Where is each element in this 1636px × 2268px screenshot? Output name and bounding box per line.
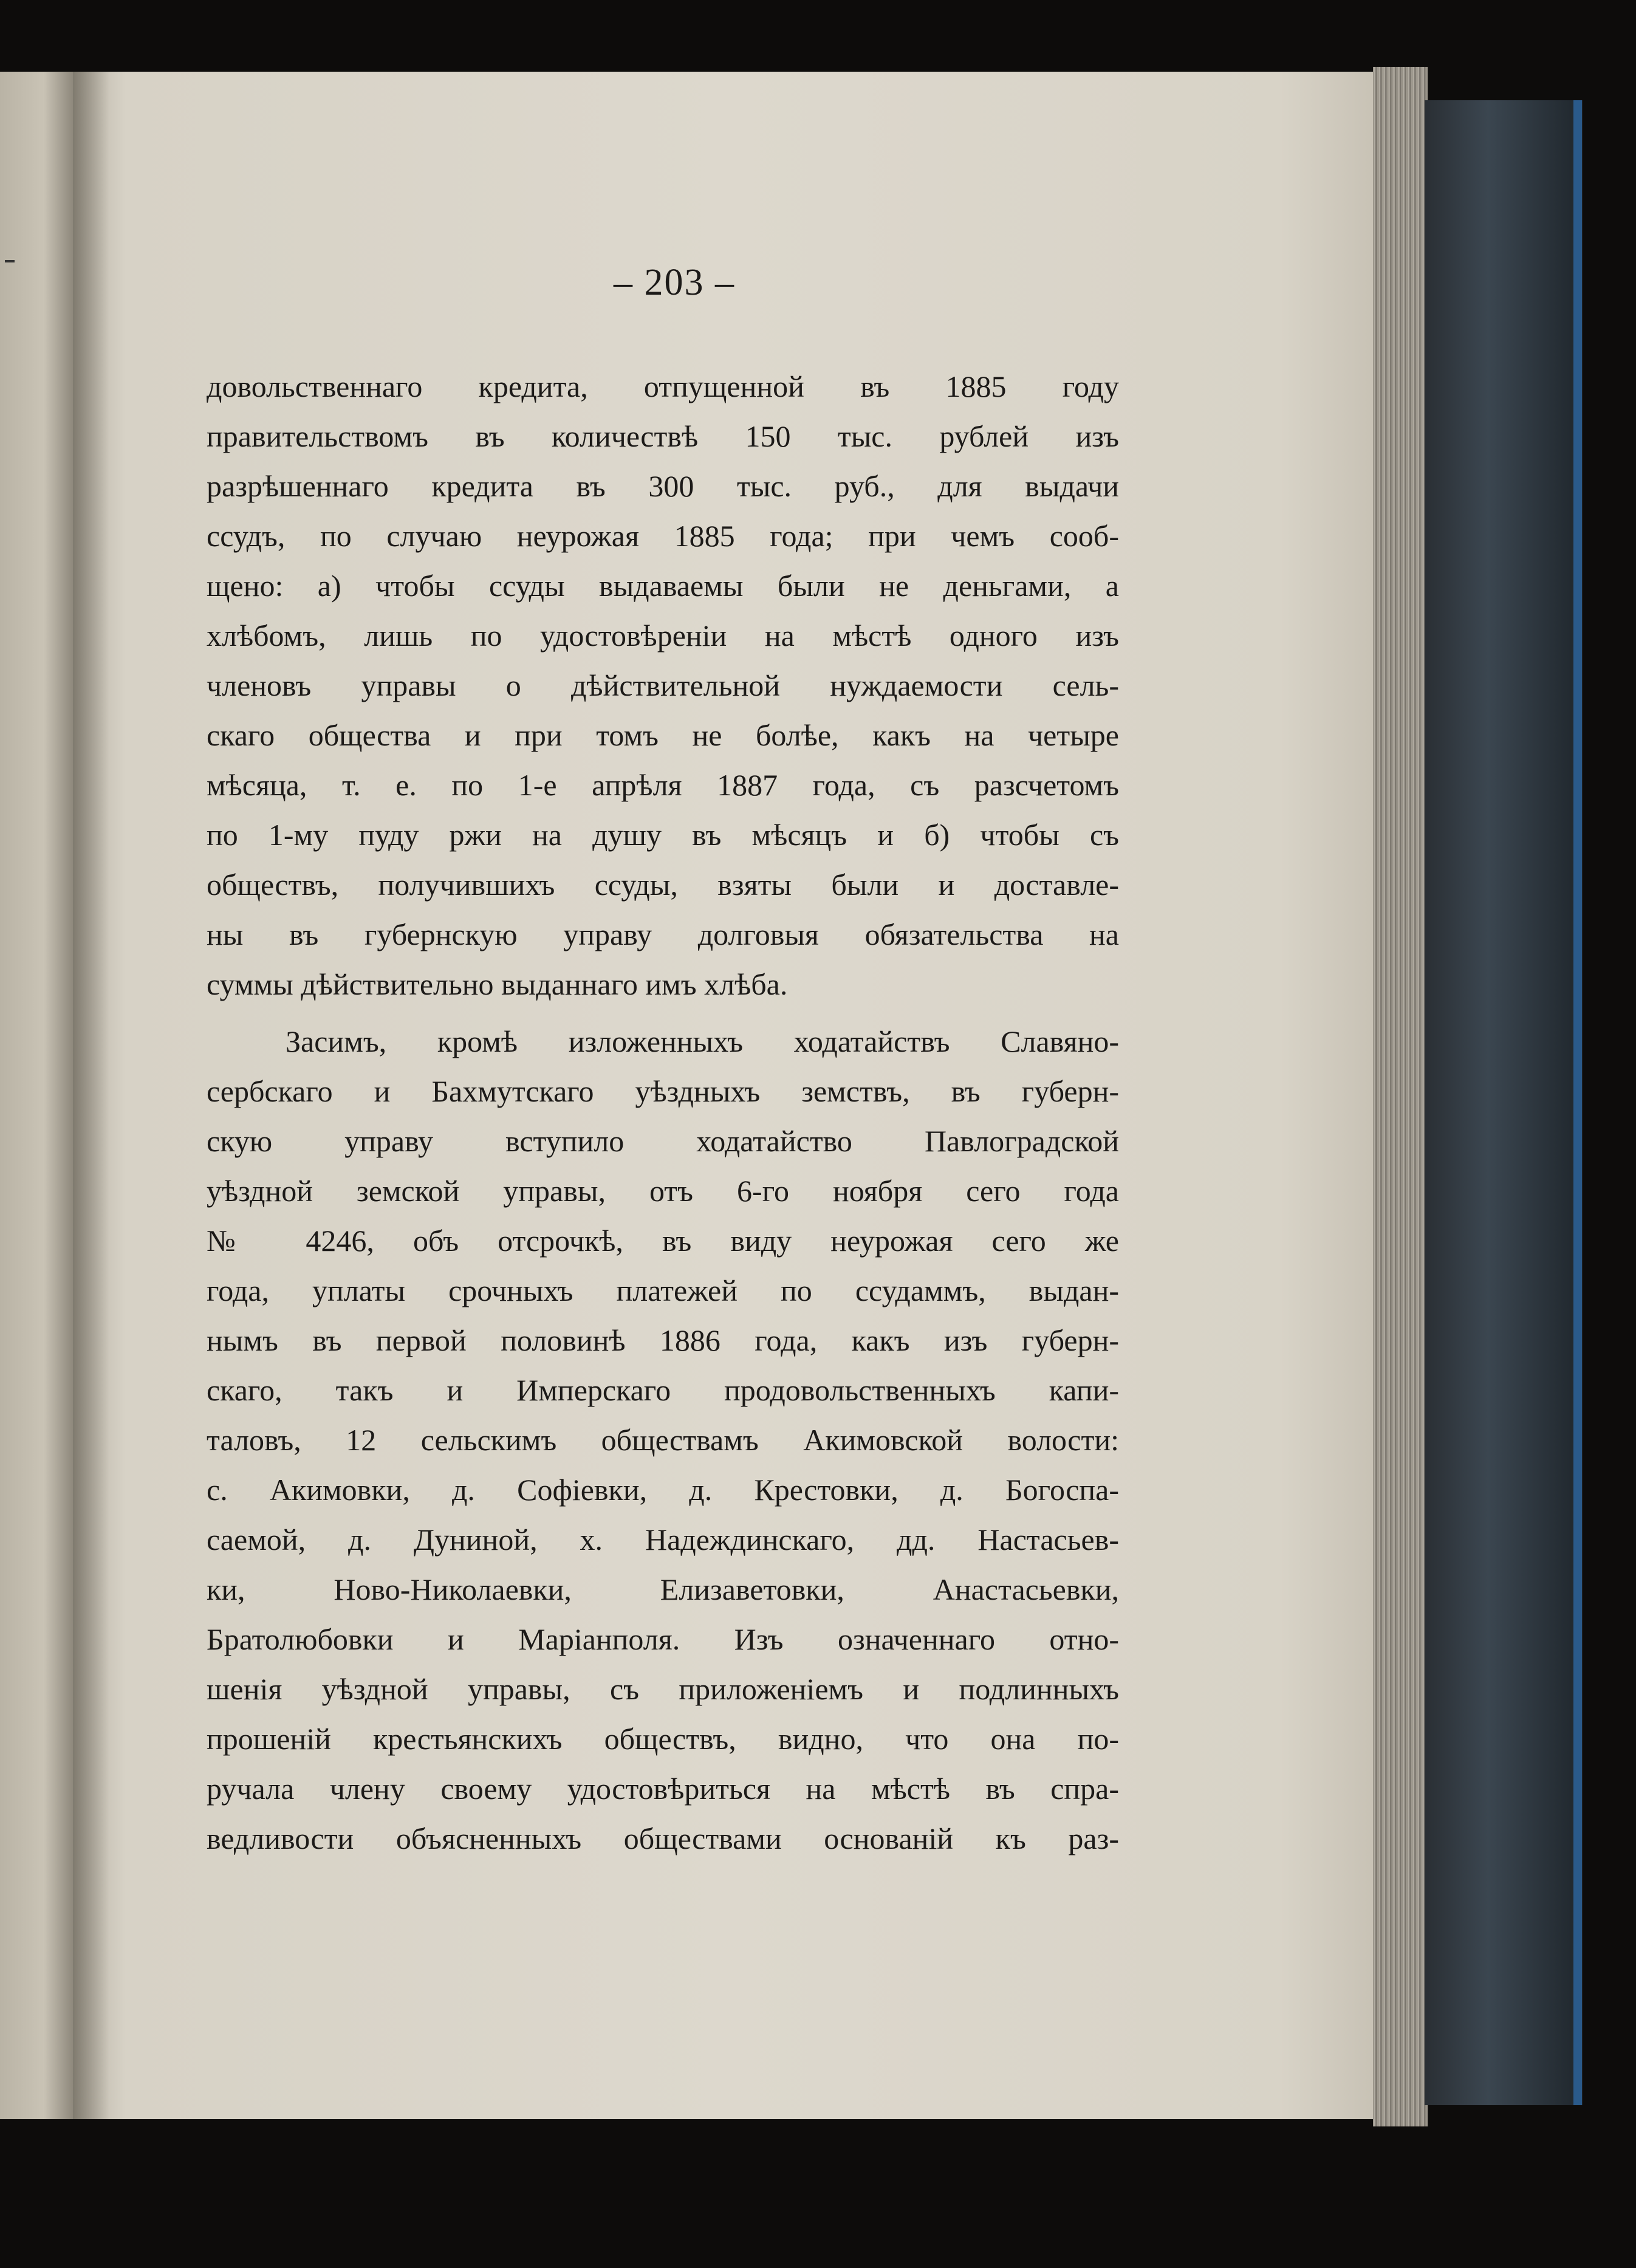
paragraph-gap (207, 1009, 1119, 1016)
text-line: ссудъ, по случаю неурожая 1885 года; при чемъ сооб- (207, 519, 1119, 553)
left-page-edge (0, 72, 73, 2119)
text-line: саемой, д. Дуниной, х. Надеждинскаго, дд. Настасьев- (207, 1523, 1119, 1557)
text-line: ки, Ново-Николаевки, Елизаветовки, Анастасьевки, (207, 1572, 1119, 1606)
page-number: – 203 – (614, 262, 735, 303)
body-text (207, 361, 1119, 1863)
text-line: таловъ, 12 сельскимъ обществамъ Акимовской волости: (207, 1423, 1119, 1457)
text-line: года, уплаты срочныхъ платежей по ссудаммъ, выдан- (207, 1273, 1119, 1307)
cover-edge (1573, 100, 1582, 2105)
text-line: скую управу вступило ходатайство Павлоградской (207, 1124, 1119, 1158)
paragraph-2 (207, 1016, 1119, 1863)
page-block-edges (1373, 67, 1428, 2126)
book-cover (1425, 100, 1583, 2105)
text-line: разрѣшеннаго кредита въ 300 тыс. руб., для выдачи (207, 469, 1119, 503)
text-line: членовъ управы о дѣйствительной нуждаемости сель- (207, 668, 1119, 702)
text-line: сербскаго и Бахмутскаго уѣздныхъ земствъ, въ губерн- (207, 1074, 1119, 1108)
text-line: по 1-му пуду ржи на душу въ мѣсяцъ и б) чтобы съ (207, 818, 1119, 852)
text-line: хлѣбомъ, лишь по удостовѣреніи на мѣстѣ одного изъ (207, 618, 1119, 653)
text-line: нымъ въ первой половинѣ 1886 года, какъ изъ губерн- (207, 1323, 1119, 1357)
text-line: скаго общества и при томъ не болѣе, какъ на четыре (207, 718, 1119, 752)
text-line: ны въ губернскую управу долговыя обязательства на (207, 917, 1119, 951)
text-line: мѣсяца, т. е. по 1-е апрѣля 1887 года, съ разсчетомъ (207, 768, 1119, 802)
text-line: щено: а) чтобы ссуды выдаваемы были не деньгами, а (207, 569, 1119, 603)
margin-mark (5, 260, 15, 262)
text-line: № 4246, объ отсрочкѣ, въ виду неурожая сего же (207, 1224, 1119, 1258)
text-line: Братолюбовки и Маріанполя. Изъ означеннаго отно- (207, 1622, 1119, 1656)
text-line: довольственнаго кредита, отпущенной въ 1885 году (207, 369, 1119, 403)
text-line: прошеній крестьянскихъ обществъ, видно, что она по- (207, 1722, 1119, 1756)
text-line: правительствомъ въ количествѣ 150 тыс. рублей изъ (207, 419, 1119, 453)
text-line: Засимъ, кромѣ изложенныхъ ходатайствъ Славяно- (286, 1024, 1119, 1058)
text-line: скаго, такъ и Имперскаго продовольственныхъ капи- (207, 1373, 1119, 1407)
text-line: с. Акимовки, д. Софіевки, д. Крестовки, д. Богоспа- (207, 1473, 1119, 1507)
text-line: ручала члену своему удостовѣриться на мѣстѣ въ спра- (207, 1772, 1119, 1806)
gutter-shadow (73, 72, 109, 2119)
text-line: шенія уѣздной управы, съ приложеніемъ и подлинныхъ (207, 1672, 1119, 1706)
paragraph-1 (207, 361, 1119, 1009)
text-line: обществъ, получившихъ ссуды, взяты были и доставле- (207, 868, 1119, 902)
text-line: суммы дѣйствительно выданнаго имъ хлѣба. (207, 967, 788, 1001)
text-line: уѣздной земской управы, отъ 6-го ноября сего года (207, 1174, 1119, 1208)
text-line: ведливости объясненныхъ обществами основаній къ раз- (207, 1821, 1119, 1855)
